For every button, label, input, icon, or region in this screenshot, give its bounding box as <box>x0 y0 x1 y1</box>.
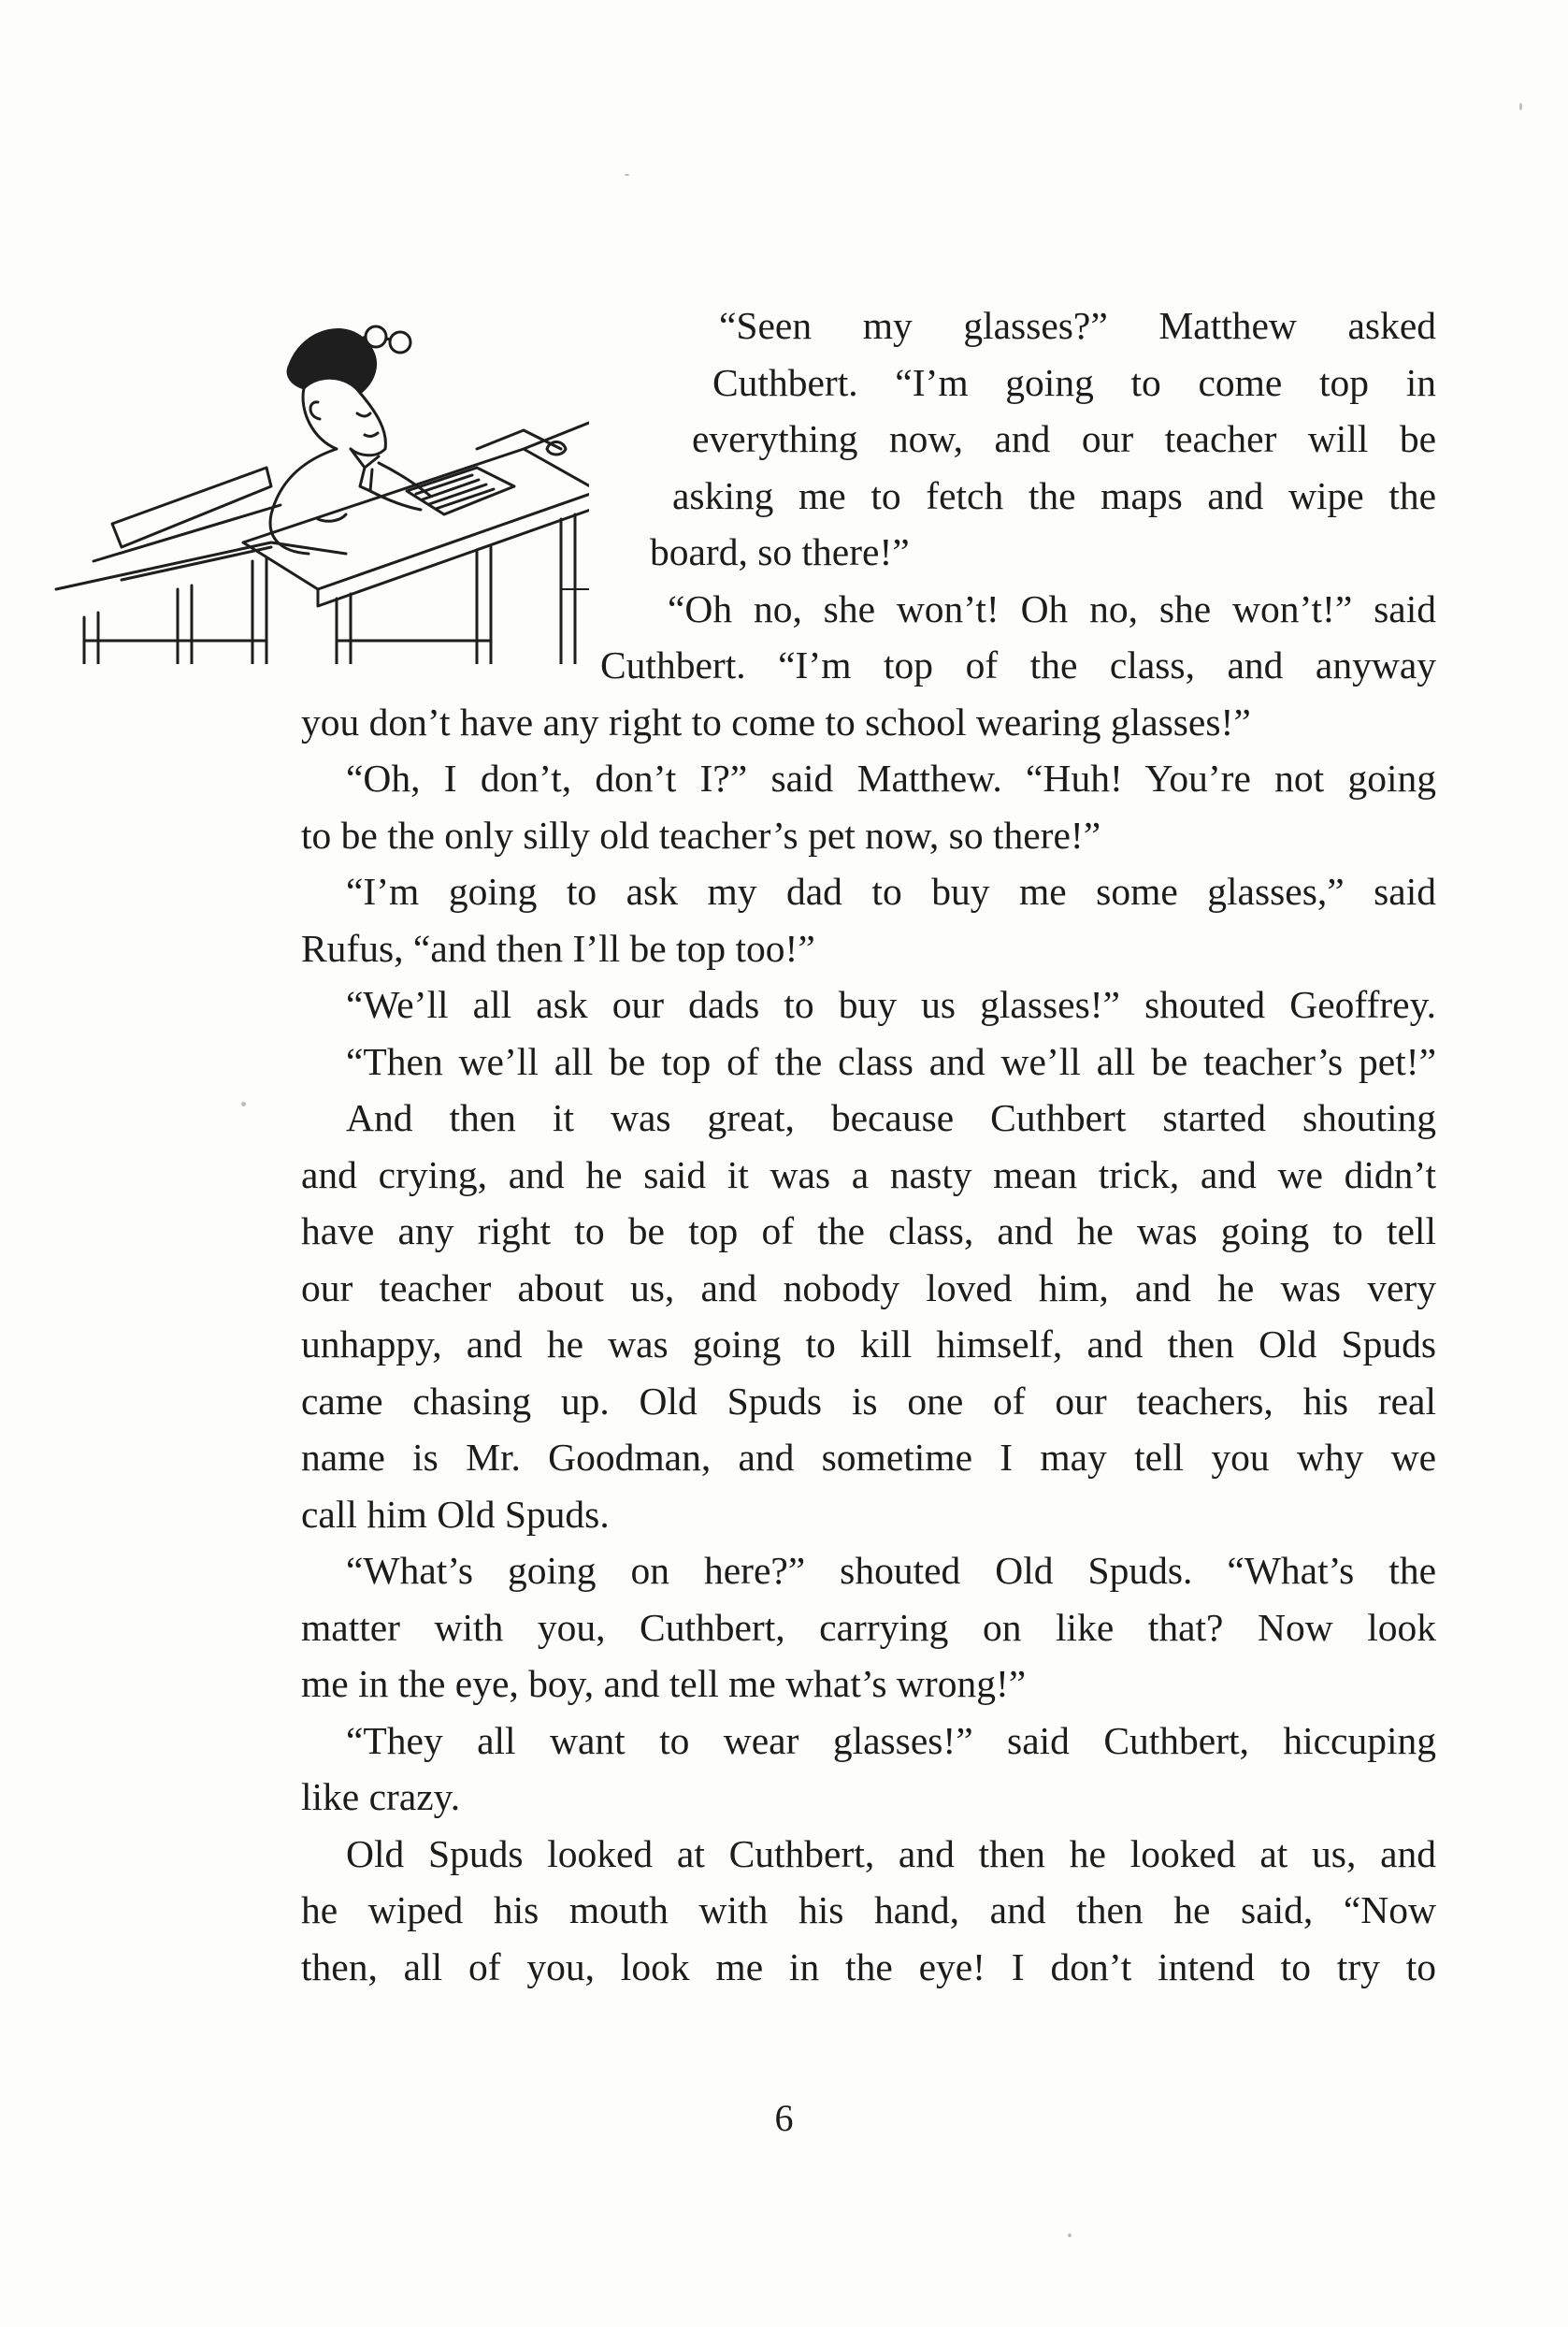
text-line: “What’s going on here?” shouted Old Spuds. “What’s the <box>346 1549 1436 1592</box>
text-line: Cuthbert. “I’m going to come top in <box>712 360 1436 404</box>
text-line: matter with you, Cuthbert, carrying on like that? Now look <box>301 1605 1436 1649</box>
text-line: to be the only silly old teacher’s pet now, so there!” <box>301 813 1101 857</box>
text-line: me in the eye, boy, and tell me what’s wrong!” <box>301 1662 1027 1705</box>
text-line: you don’t have any right to come to school wearing glasses!” <box>301 700 1251 744</box>
text-line: asking me to fetch the maps and wipe the <box>672 473 1436 517</box>
text-line: “They all want to wear glasses!” said Cuthbert, hiccuping <box>346 1718 1436 1762</box>
text-line: call him Old Spuds. <box>301 1492 610 1536</box>
text-line: “We’ll all ask our dads to buy us glasses!” shouted Geoffrey. <box>346 983 1436 1026</box>
text-line: “Oh, I don’t, don’t I?” said Matthew. “Huh! You’re not going <box>346 757 1436 800</box>
text-line: and crying, and he said it was a nasty mean trick, and we didn’t <box>301 1152 1436 1196</box>
text-line: board, so there!” <box>650 530 910 573</box>
text-line: unhappy, and he was going to kill himself, and then Old Spuds <box>301 1322 1436 1366</box>
text-line: “Seen my glasses?” Matthew asked <box>719 304 1436 347</box>
text-line: name is Mr. Goodman, and sometime I may tell you why we <box>301 1436 1436 1479</box>
text-line: “Then we’ll all be top of the class and we’ll all be teacher’s pet!” <box>346 1039 1436 1083</box>
paper-speck <box>241 1102 246 1106</box>
paper-speck <box>1068 2233 1072 2237</box>
body-text <box>301 297 1436 1995</box>
text-line: And then it was great, because Cuthbert started shouting <box>346 1096 1436 1139</box>
text-line: Rufus, “and then I’ll be top too!” <box>301 926 815 970</box>
text-line: came chasing up. Old Spuds is one of our teachers, his real <box>301 1379 1436 1423</box>
text-line: like crazy. <box>301 1775 461 1818</box>
text-line: “Oh no, she won’t! Oh no, she won’t!” said <box>668 586 1436 630</box>
text-line: he wiped his mouth with his hand, and then he said, “Now <box>301 1888 1436 1931</box>
paper-speck <box>625 174 629 176</box>
text-line: our teacher about us, and nobody loved him, and he was very <box>301 1265 1436 1309</box>
text-line: have any right to be top of the class, and he was going to tell <box>301 1209 1436 1252</box>
text-line: Old Spuds looked at Cuthbert, and then he looked at us, and <box>346 1831 1436 1875</box>
paper-speck <box>1519 103 1522 110</box>
text-line: “I’m going to ask my dad to buy me some glasses,” said <box>346 870 1436 913</box>
text-line: everything now, and our teacher will be <box>692 417 1436 460</box>
text-line: then, all of you, look me in the eye! I don’t intend to try to <box>301 1944 1436 1988</box>
page-number: 6 <box>774 2097 794 2139</box>
text-line: Cuthbert. “I’m top of the class, and anyway <box>600 643 1436 687</box>
